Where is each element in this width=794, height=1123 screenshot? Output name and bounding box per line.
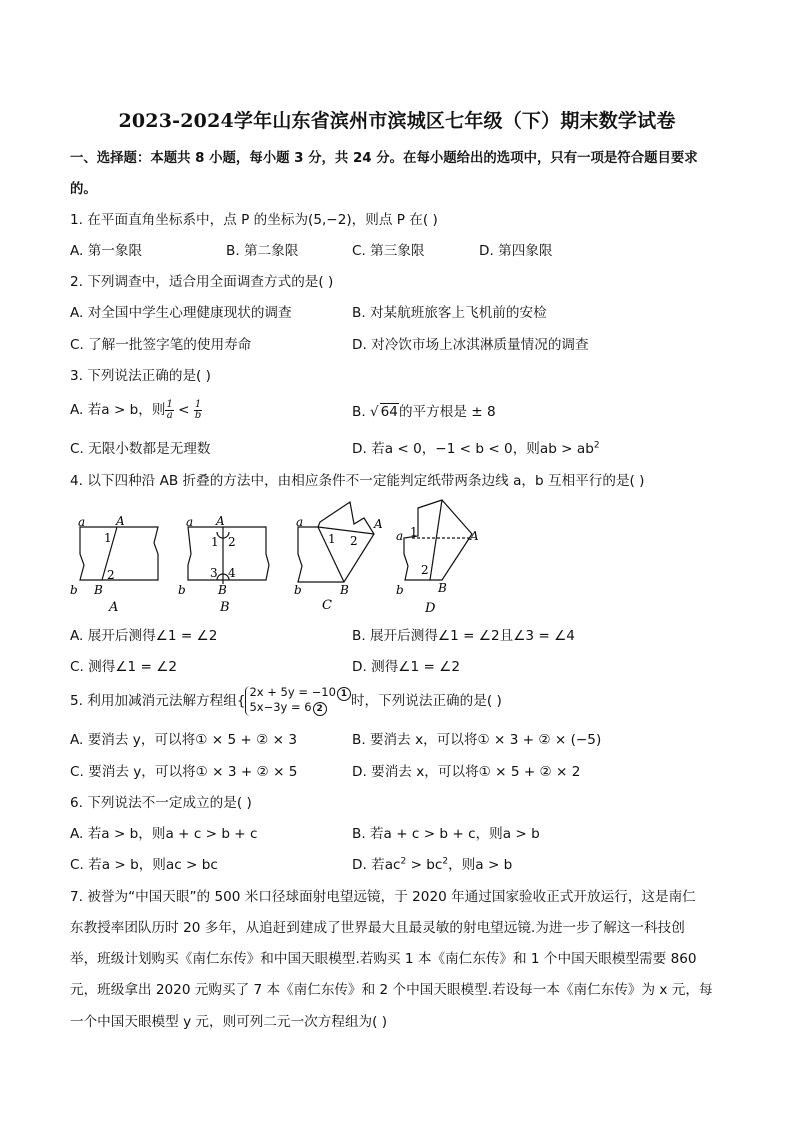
fig-a-label-2: 2 (107, 568, 115, 582)
q4-option-b: B. 展开后测得∠1 = ∠2且∠3 = ∠4 (352, 628, 575, 644)
fig-c-label-B: B (340, 583, 349, 597)
q7-line-5: 一个中国天眼模型 y 元，则可列二元一次方程组为( ) (70, 1014, 388, 1030)
fig-b-label-4: 4 (228, 566, 236, 580)
q3-option-d: D. 若a < 0，−1 < b < 0，则ab > $ab^2$ (352, 440, 600, 457)
fig-d-label-1: 1 (410, 525, 418, 539)
q4-option-d: D. 测得∠1 = ∠2 (352, 659, 460, 675)
q7-line-4: 元，班级拿出 2020 元购买了 7 本《南仁东传》和 2 个中国天眼模型.若设每一本《南仁东传》为 x 元，每 (70, 982, 713, 998)
fig-a-label-B: B (94, 583, 103, 597)
fig-a-label-a: a (78, 515, 86, 529)
fig-b-label-A: A (216, 514, 225, 528)
q5-option-a: A. 要消去 y，可以将① × 5 + ② × 3 (70, 732, 297, 748)
q1-option-c: C. 第三象限 (352, 243, 425, 259)
q2-option-a: A. 对全国中学生心理健康现状的调查 (70, 305, 292, 321)
radicand: 64 (380, 404, 398, 420)
fig-d-label-2: 2 (421, 563, 429, 577)
q4-option-c: C. 测得∠1 = ∠2 (70, 659, 178, 675)
q3-option-c: C. 无限小数都是无理数 (70, 441, 211, 457)
q5-option-c: C. 要消去 y，可以将① × 3 + ② × 5 (70, 764, 298, 780)
q6-stem: 6. 下列说法不一定成立的是( ) (70, 795, 252, 811)
fig-d-label-A: A (470, 529, 479, 543)
fig-c-label-a: a (296, 515, 304, 529)
q1-option-b: B. 第二象限 (226, 243, 299, 259)
q4-stem: 4. 以下四种沿 AB 折叠的方法中，由相应条件不一定能判定纸带两条边线 a，b 互相平行的是( ) (70, 473, 645, 489)
q4-folding-figures (60, 494, 580, 616)
q6-option-d: D. 若$ac^2 > bc^2$，则a > b (352, 856, 513, 873)
fig-d-label-b: b (396, 583, 404, 597)
fraction-1-over-b: $\frac{1}{b}$ (194, 398, 202, 421)
fig-b-label-a: a (186, 515, 194, 529)
page-title: 2023-2024学年山东省滨州市滨城区七年级（下）期末数学试卷 (118, 110, 676, 132)
fig-d-caption: D (425, 601, 436, 616)
circled-1-icon: 1 (337, 687, 351, 701)
fig-a-label-b: b (70, 583, 78, 597)
figure-a-strip (80, 527, 158, 580)
section-header-line1: 一、选择题：本题共 8 小题，每小题 3 分，共 24 分。在每小题给出的选项中，只有一项是符合题目要求 (70, 151, 698, 166)
fig-b-label-B: B (218, 583, 227, 597)
q2-option-c: C. 了解一批签字笔的使用寿命 (70, 337, 252, 353)
figure-d-fold (430, 500, 442, 580)
q7-line-3: 举，班级计划购买《南仁东传》和中国天眼模型.若购买 1 本《南仁东传》和 1 个中国天眼模型需要 860 (70, 951, 697, 967)
q7-line-1: 7. 被誉为“中国天眼”的 500 米口径球面射电望远镜，于 2020 年通过国家验收正式开放运行，这是南仁 (70, 889, 696, 905)
equation-system (245, 686, 350, 716)
section-header-line2: 的。 (70, 182, 97, 197)
q1-stem: 1. 在平面直角坐标系中，点 P 的坐标为(5,−2)，则点 P 在( ) (70, 212, 438, 228)
fig-b-label-2: 2 (228, 535, 236, 549)
circled-2-icon: 2 (313, 702, 327, 716)
equation-1: 2x + 5y = −10 (249, 685, 336, 699)
q1-option-d: D. 第四象限 (479, 243, 553, 259)
q1-option-a: A. 第一象限 (70, 243, 143, 259)
fig-a-caption: A (109, 600, 119, 615)
q2-option-b: B. 对某航班旅客上飞机前的安检 (352, 305, 547, 321)
q5-option-b: B. 要消去 x，可以将① × 3 + ② × (−5) (352, 732, 602, 748)
fig-c-caption: C (322, 598, 332, 613)
fig-b-label-b: b (178, 583, 186, 597)
q2-stem: 2. 下列调查中，适合用全面调查方式的是( ) (70, 274, 334, 290)
q6-option-b: B. 若a + c > b + c，则a > b (352, 826, 540, 842)
fraction-1-over-a: $\frac{1}{a}$ (166, 398, 173, 421)
fig-b-label-1: 1 (211, 535, 219, 549)
q5-option-d: D. 要消去 x，可以将① × 5 + ② × 2 (352, 764, 581, 780)
fig-b-label-3: 3 (210, 566, 218, 580)
fig-c-label-2: 2 (350, 534, 358, 548)
q5-stem: 5. 利用加减消元法解方程组{ 2x + 5y = −10 1 5x−3y = 6 2 时，下列说法正确的是( ) (70, 685, 502, 714)
q3-option-a: A. 若a > b，则 $\frac{1}{a}$ < $\frac{1}{b}$ (70, 398, 202, 421)
fig-c-label-1: 1 (328, 532, 336, 546)
figure-c-strip (298, 502, 374, 582)
q6-option-c: C. 若a > b，则ac > bc (70, 857, 218, 873)
q2-option-d: D. 对冷饮市场上冰淇淋质量情况的调查 (352, 337, 589, 353)
q7-line-2: 东教授率团队历时 20 多年，从追赶到建成了世界最大且最灵敏的射电望远镜.为进一步了解这一科技创 (70, 920, 685, 936)
q6-option-a: A. 若a > b，则a + c > b + c (70, 826, 258, 842)
q4-option-a: A. 展开后测得∠1 = ∠2 (70, 628, 218, 644)
fig-a-label-1: 1 (104, 531, 112, 545)
q3-option-b: B. √ 64的平方根是 ± 8 (352, 404, 496, 420)
fig-c-label-b: b (294, 583, 302, 597)
sqrt-icon: √ (369, 404, 379, 420)
q3-stem: 3. 下列说法正确的是( ) (70, 368, 211, 384)
fig-b-caption: B (220, 600, 230, 615)
fig-a-label-A: A (116, 514, 125, 528)
fig-d-label-B: B (438, 581, 447, 595)
equation-2: 5x−3y = 6 (249, 700, 312, 714)
figure-d-strip (404, 500, 472, 580)
fig-d-label-a: a (396, 529, 404, 543)
figure-c-folded-edge (318, 527, 374, 534)
fig-c-label-A: A (374, 517, 383, 531)
